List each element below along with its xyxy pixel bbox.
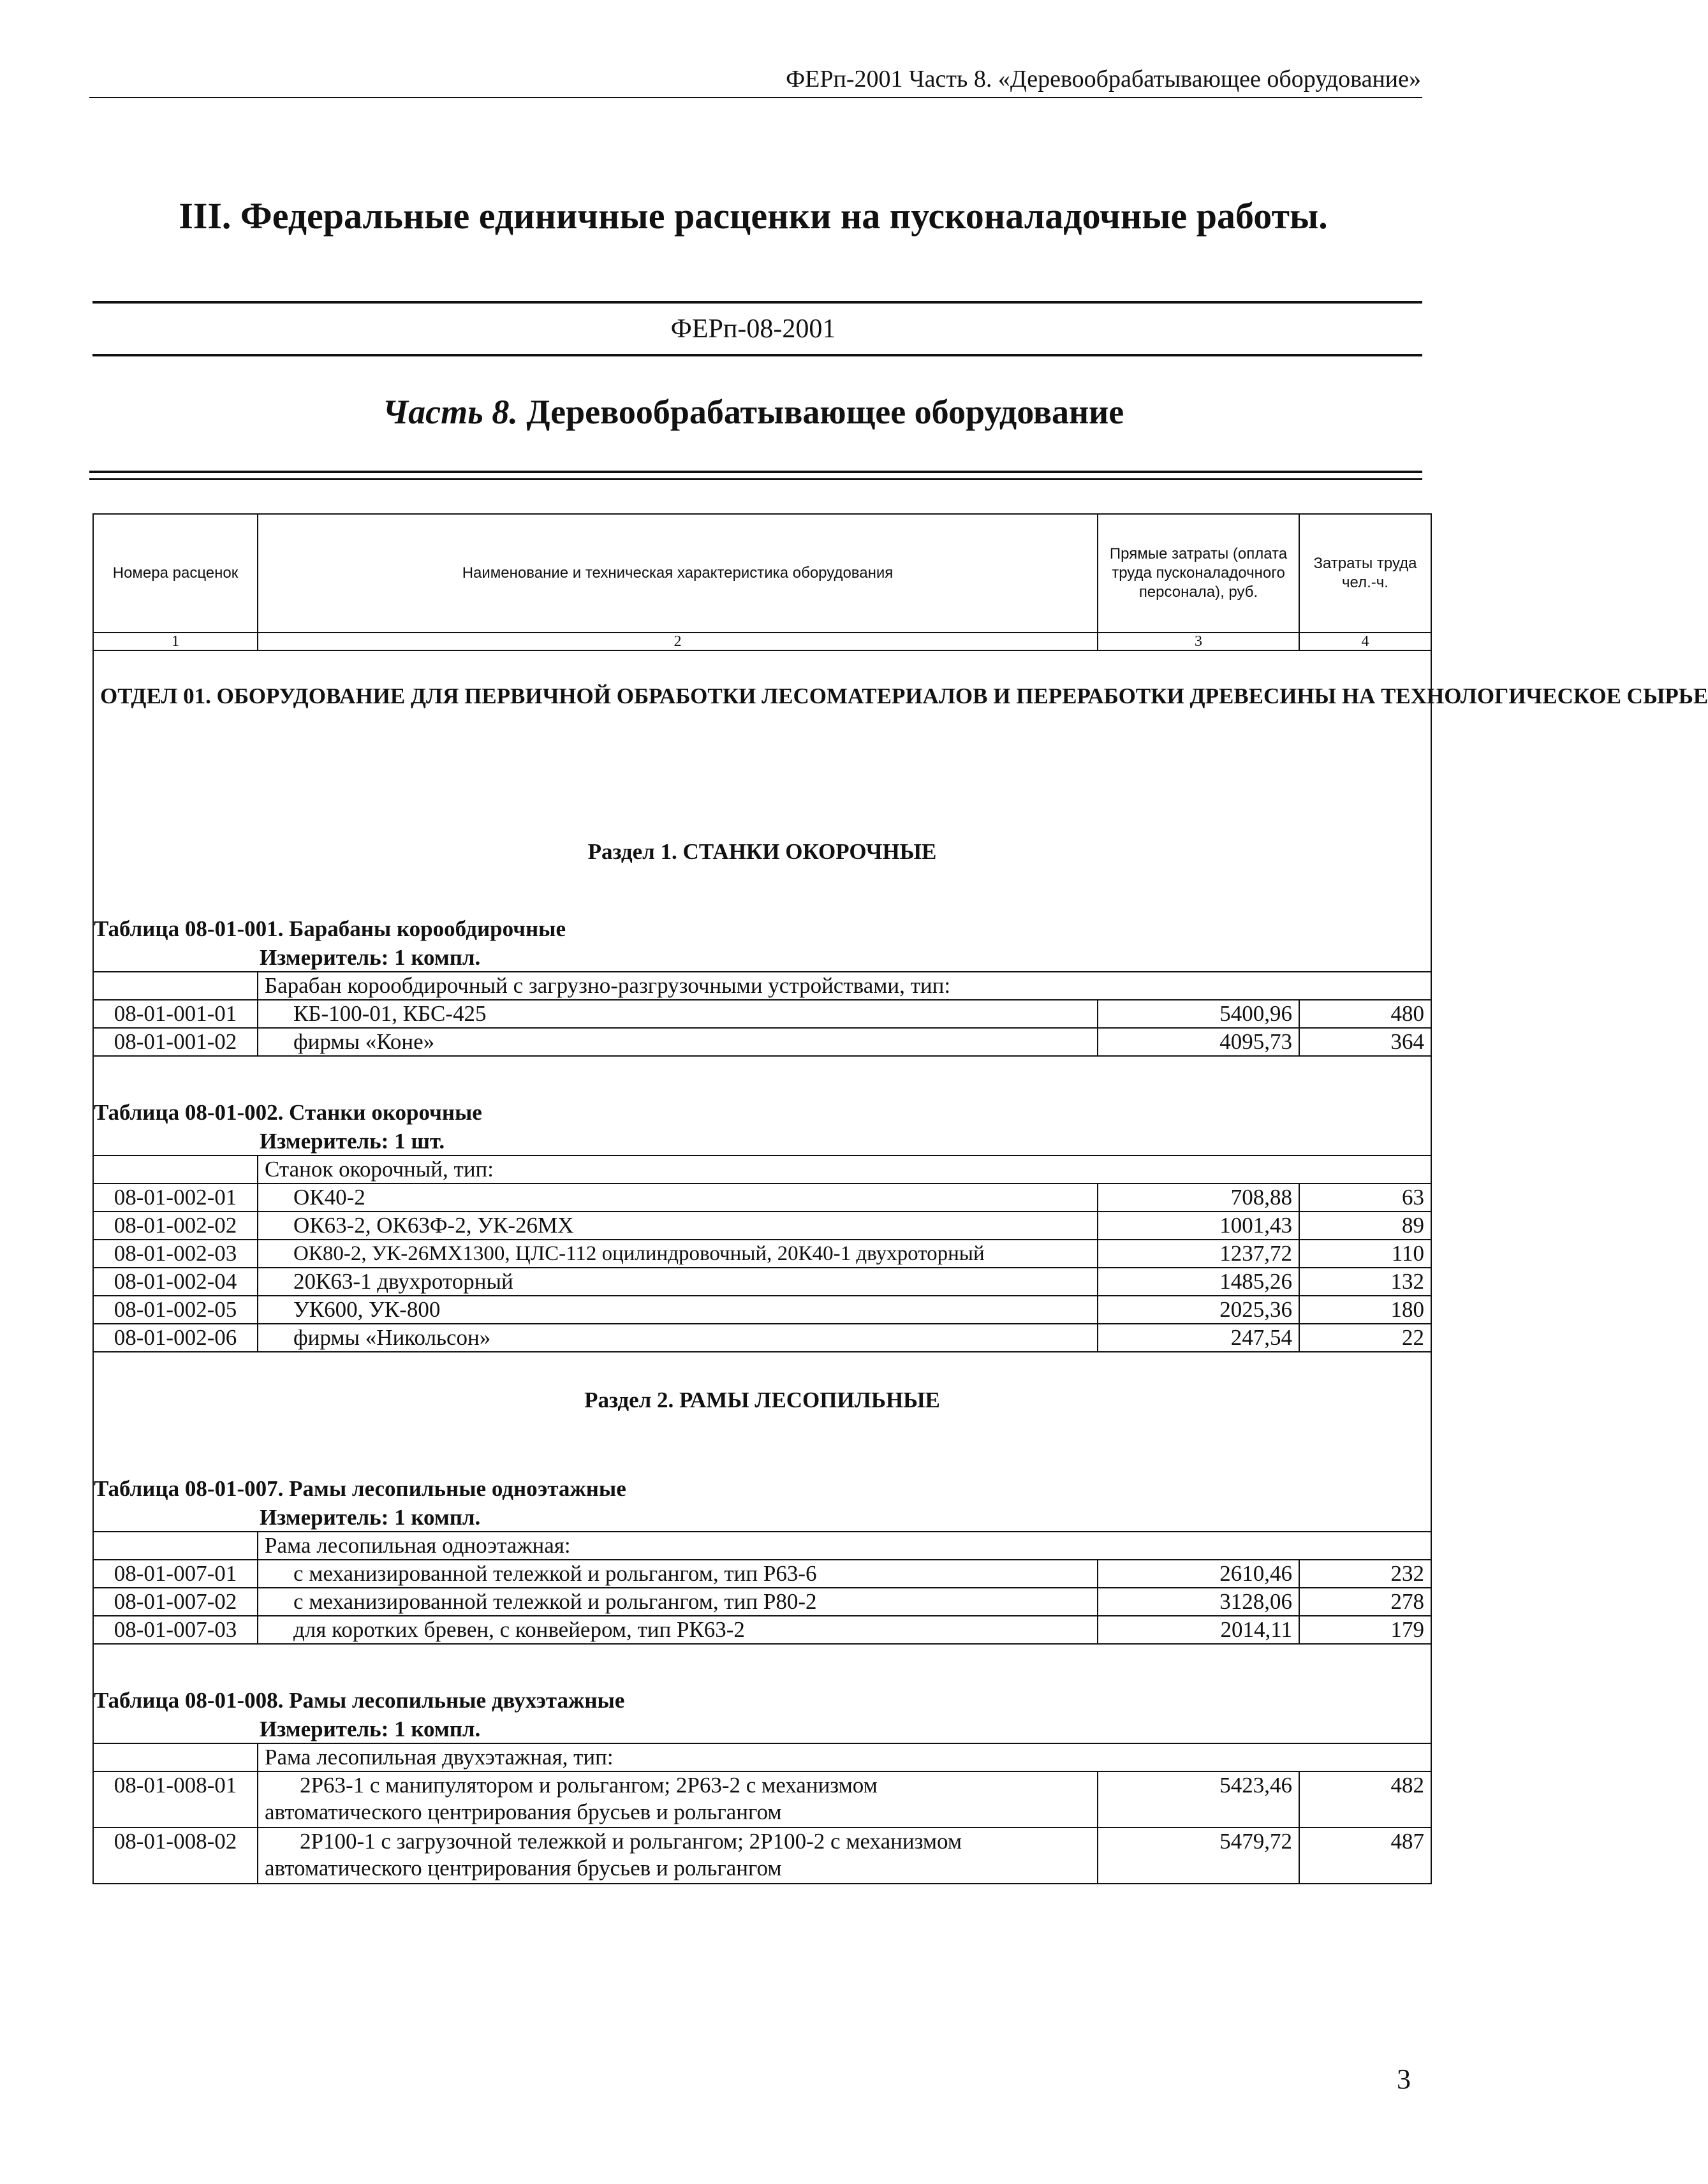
rate-name: ОК40-2 xyxy=(258,1184,1098,1212)
rate-labor: 89 xyxy=(1299,1212,1431,1240)
rate-labor: 63 xyxy=(1299,1184,1431,1212)
rate-code: 08-01-001-02 xyxy=(93,1028,258,1056)
group-label: Рама лесопильная одноэтажная: xyxy=(258,1532,1431,1560)
rate-cost: 5423,46 xyxy=(1098,1771,1299,1828)
rate-name: ОК63-2, ОК63Ф-2, УК-26МХ xyxy=(258,1212,1098,1240)
meter-line xyxy=(93,1126,1431,1155)
col-header-codes: Номера расценок xyxy=(93,514,258,633)
table-title: Таблица 08-01-008. Рамы лесопильные двухэтажные xyxy=(93,1644,1431,1714)
table-row xyxy=(93,1028,1431,1056)
table-title: Таблица 08-01-001. Барабаны корообдирочные xyxy=(93,881,1431,942)
rate-code: 08-01-008-01 xyxy=(93,1771,258,1828)
table-title-row xyxy=(93,1056,1431,1126)
running-header: ФЕРп-2001 Часть 8. «Деревообрабатывающее оборудование» xyxy=(786,66,1421,92)
rate-labor: 364 xyxy=(1299,1028,1431,1056)
rate-labor: 232 xyxy=(1299,1560,1431,1588)
section-title: ОТДЕЛ 01. ОБОРУДОВАНИЕ ДЛЯ ПЕРВИЧНОЙ ОБРАБОТКИ ЛЕСОМАТЕРИАЛОВ И ПЕРЕРАБОТКИ ДРЕВЕСИНЫ НА ТЕХНОЛОГИЧЕСКОЕ СЫРЬЕ xyxy=(93,650,1431,823)
table-title: Таблица 08-01-007. Рамы лесопильные одноэтажные xyxy=(93,1447,1431,1502)
part-title-text: Деревообрабатывающее оборудование xyxy=(526,393,1124,431)
col-header-cost: Прямые затраты (оплата труда пусконаладочного персонала), руб. xyxy=(1098,514,1299,633)
rate-code: 08-01-002-03 xyxy=(93,1240,258,1268)
table-row xyxy=(93,1324,1431,1352)
rate-labor: 132 xyxy=(1299,1268,1431,1296)
rate-cost: 4095,73 xyxy=(1098,1028,1299,1056)
rate-labor: 482 xyxy=(1299,1771,1431,1828)
col-header-name: Наименование и техническая характеристика оборудования xyxy=(258,514,1098,633)
column-numbers-row xyxy=(93,633,1431,650)
meter-label: Измеритель: xyxy=(260,1717,389,1741)
table-title-row xyxy=(93,881,1431,942)
table-row xyxy=(93,1240,1431,1268)
razdel-2-title: Раздел 2. РАМЫ ЛЕСОПИЛЬНЫЕ xyxy=(93,1352,1431,1447)
col-number: 4 xyxy=(1299,633,1431,650)
part-title-prefix: Часть 8. xyxy=(382,393,518,431)
rate-cost: 5400,96 xyxy=(1098,1000,1299,1028)
rate-code: 08-01-001-01 xyxy=(93,1000,258,1028)
table-row xyxy=(93,1616,1431,1644)
col-number: 3 xyxy=(1098,633,1299,650)
rate-cost: 1001,43 xyxy=(1098,1212,1299,1240)
rate-name: 20К63-1 двухроторный xyxy=(258,1268,1098,1296)
rate-name: УК600, УК-800 xyxy=(258,1296,1098,1324)
page-number: 3 xyxy=(1397,2063,1411,2095)
rate-name xyxy=(258,1828,1098,1884)
rate-name: для коротких бревен, с конвейером, тип РК63-2 xyxy=(258,1616,1098,1644)
rate-name-line: 2Р100-1 с загрузочной тележкой и рольгангом; 2Р100-2 с механизмом xyxy=(300,1829,962,1854)
rates-table xyxy=(92,513,1708,1884)
rate-name: КБ-100-01, КБС-425 xyxy=(258,1000,1098,1028)
meter-label: Измеритель: xyxy=(260,945,389,970)
rate-labor: 480 xyxy=(1299,1000,1431,1028)
rate-code: 08-01-002-06 xyxy=(93,1324,258,1352)
rate-code: 08-01-007-01 xyxy=(93,1560,258,1588)
rate-name xyxy=(258,1771,1098,1828)
rate-code: 08-01-008-02 xyxy=(93,1828,258,1884)
group-label: Станок окорочный, тип: xyxy=(258,1155,1431,1184)
meter-line xyxy=(93,1502,1431,1532)
group-row xyxy=(93,1532,1431,1560)
doc-code: ФЕРп-08-2001 xyxy=(670,314,836,344)
empty-cell xyxy=(93,972,258,1000)
rate-labor: 180 xyxy=(1299,1296,1431,1324)
group-label: Рама лесопильная двухэтажная, тип: xyxy=(258,1743,1431,1771)
rate-code: 08-01-007-02 xyxy=(93,1588,258,1616)
table-title-row xyxy=(93,1644,1431,1714)
table-row xyxy=(93,1296,1431,1324)
razdel-1-title: Раздел 1. СТАНКИ ОКОРОЧНЫЕ xyxy=(93,823,1431,881)
rate-code: 08-01-002-02 xyxy=(93,1212,258,1240)
rate-cost: 2025,36 xyxy=(1098,1296,1299,1324)
part-heading: III. Федеральные единичные расценки на пусконаладочные работы. xyxy=(179,195,1328,237)
col-header-labor: Затраты труда чел.-ч. xyxy=(1299,514,1431,633)
table-row xyxy=(93,1771,1431,1828)
rate-cost: 1237,72 xyxy=(1098,1240,1299,1268)
rate-cost: 247,54 xyxy=(1098,1324,1299,1352)
razdel-row xyxy=(93,823,1431,881)
col-number: 2 xyxy=(258,633,1098,650)
part-title xyxy=(0,392,1506,432)
group-row xyxy=(93,1743,1431,1771)
empty-cell xyxy=(93,1532,258,1560)
rate-cost: 5479,72 xyxy=(1098,1828,1299,1884)
rate-labor: 179 xyxy=(1299,1616,1431,1644)
group-row xyxy=(93,1155,1431,1184)
group-label: Барабан корообдирочный с загрузно-разгрузочными устройствами, тип: xyxy=(258,972,1431,1000)
rate-name: фирмы «Коне» xyxy=(258,1028,1098,1056)
empty-cell xyxy=(93,1155,258,1184)
table-title: Таблица 08-01-002. Станки окорочные xyxy=(93,1056,1431,1126)
rate-name: фирмы «Никольсон» xyxy=(258,1324,1098,1352)
meter-row xyxy=(93,942,1431,972)
meter-line xyxy=(93,1714,1431,1743)
meter-value: 1 компл. xyxy=(394,945,481,970)
table-row xyxy=(93,1588,1431,1616)
header-rule xyxy=(89,97,1422,98)
rate-code: 08-01-007-03 xyxy=(93,1616,258,1644)
meter-row xyxy=(93,1714,1431,1743)
double-rule-1 xyxy=(89,471,1422,473)
col-number: 1 xyxy=(93,633,258,650)
table-row xyxy=(93,1212,1431,1240)
meter-value: 1 шт. xyxy=(394,1129,445,1154)
rate-name: ОК80-2, УК-26МХ1300, ЦЛС-112 оцилиндровочный, 20К40-1 двухроторный xyxy=(258,1240,1098,1268)
rule-bottom xyxy=(92,354,1422,356)
rate-labor: 110 xyxy=(1299,1240,1431,1268)
table-row xyxy=(93,1828,1431,1884)
rate-cost: 2014,11 xyxy=(1098,1616,1299,1644)
rule-top xyxy=(92,301,1422,304)
rate-cost: 708,88 xyxy=(1098,1184,1299,1212)
table-row xyxy=(93,1184,1431,1212)
rate-code: 08-01-002-04 xyxy=(93,1268,258,1296)
table-header-row xyxy=(93,514,1431,633)
double-rule-2 xyxy=(89,478,1422,480)
rate-labor: 22 xyxy=(1299,1324,1431,1352)
rate-name: с механизированной тележкой и рольгангом, тип Р80-2 xyxy=(258,1588,1098,1616)
rate-name-line: 2Р63-1 с манипулятором и рольгангом; 2Р63-2 с механизмом xyxy=(300,1773,878,1798)
meter-value: 1 компл. xyxy=(394,1717,481,1741)
rate-labor: 278 xyxy=(1299,1588,1431,1616)
section-title-row xyxy=(93,650,1431,823)
group-row xyxy=(93,972,1431,1000)
meter-row xyxy=(93,1502,1431,1532)
meter-row xyxy=(93,1126,1431,1155)
table-title-row xyxy=(93,1447,1431,1502)
table-row xyxy=(93,1000,1431,1028)
rate-cost: 2610,46 xyxy=(1098,1560,1299,1588)
rate-name-line: автоматического центрирования брусьев и рольгангом xyxy=(265,1856,782,1880)
rate-code: 08-01-002-05 xyxy=(93,1296,258,1324)
meter-value: 1 компл. xyxy=(394,1505,481,1530)
meter-label: Измеритель: xyxy=(260,1505,389,1530)
table-row xyxy=(93,1268,1431,1296)
rate-name-line: автоматического центрирования брусьев и рольгангом xyxy=(265,1799,782,1824)
rate-labor: 487 xyxy=(1299,1828,1431,1884)
meter-line xyxy=(93,942,1431,972)
empty-cell xyxy=(93,1743,258,1771)
rate-code: 08-01-002-01 xyxy=(93,1184,258,1212)
rate-cost: 3128,06 xyxy=(1098,1588,1299,1616)
table-row xyxy=(93,1560,1431,1588)
rate-cost: 1485,26 xyxy=(1098,1268,1299,1296)
meter-label: Измеритель: xyxy=(260,1129,389,1154)
rate-name: с механизированной тележкой и рольгангом, тип Р63-6 xyxy=(258,1560,1098,1588)
razdel-row xyxy=(93,1352,1431,1447)
